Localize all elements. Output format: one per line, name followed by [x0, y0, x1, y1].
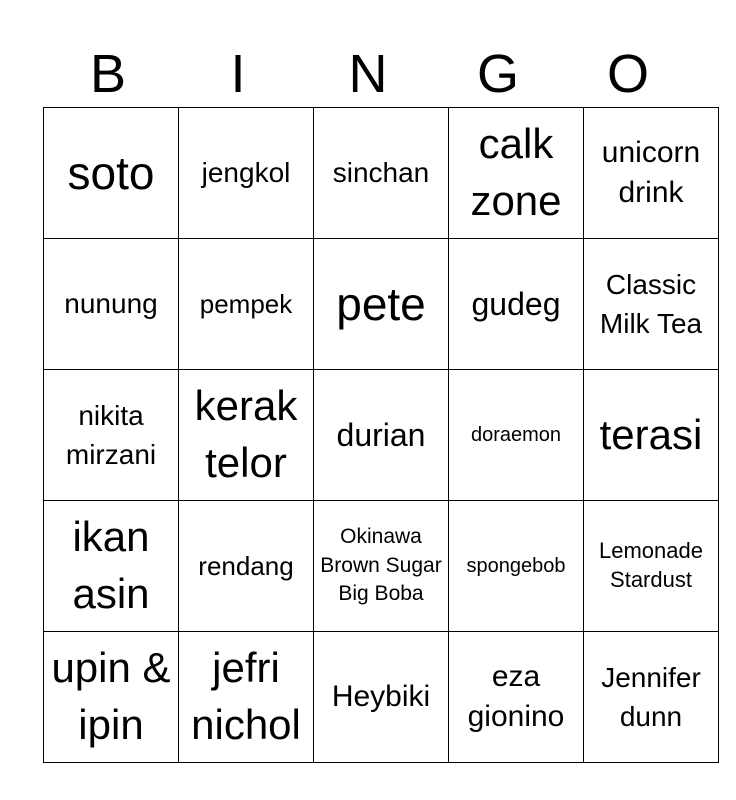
bingo-cell[interactable]: Lemonade Stardust	[584, 501, 719, 632]
bingo-cell[interactable]: jefri nichol	[179, 632, 314, 763]
bingo-cell[interactable]: terasi	[584, 370, 719, 501]
bingo-board	[43, 107, 719, 763]
bingo-cell[interactable]: unicorn drink	[584, 108, 719, 239]
bingo-cell[interactable]: eza gionino	[449, 632, 584, 763]
bingo-cell[interactable]: durian	[314, 370, 449, 501]
header-letter-i: I	[230, 44, 246, 104]
bingo-cell[interactable]: gudeg	[449, 239, 584, 370]
bingo-cell[interactable]: Jennifer dunn	[584, 632, 719, 763]
bingo-cell[interactable]: nunung	[44, 239, 179, 370]
bingo-cell[interactable]: jengkol	[179, 108, 314, 239]
board-row	[44, 370, 719, 501]
bingo-cell[interactable]: Classic Milk Tea	[584, 239, 719, 370]
bingo-cell[interactable]: rendang	[179, 501, 314, 632]
board-row	[44, 239, 719, 370]
bingo-cell[interactable]: Okinawa Brown Sugar Big Boba	[314, 501, 449, 632]
bingo-cell[interactable]: ikan asin	[44, 501, 179, 632]
bingo-cell[interactable]: pete	[314, 239, 449, 370]
board-row	[44, 632, 719, 763]
header-letter-n: N	[348, 44, 388, 104]
bingo-cell[interactable]: calk zone	[449, 108, 584, 239]
bingo-cell[interactable]: spongebob	[449, 501, 584, 632]
header-letter-g: G	[476, 44, 519, 104]
header-letter-b: B	[89, 44, 127, 104]
bingo-cell[interactable]: nikita mirzani	[44, 370, 179, 501]
board-row	[44, 501, 719, 632]
bingo-cell[interactable]: pempek	[179, 239, 314, 370]
bingo-cell[interactable]: Heybiki	[314, 632, 449, 763]
bingo-cell[interactable]: doraemon	[449, 370, 584, 501]
bingo-cell[interactable]: soto	[44, 108, 179, 239]
bingo-cell[interactable]: kerak telor	[179, 370, 314, 501]
board-row	[44, 108, 719, 239]
bingo-header	[43, 40, 693, 108]
header-letter-o: O	[606, 44, 649, 104]
bingo-cell[interactable]: sinchan	[314, 108, 449, 239]
bingo-cell[interactable]: upin & ipin	[44, 632, 179, 763]
